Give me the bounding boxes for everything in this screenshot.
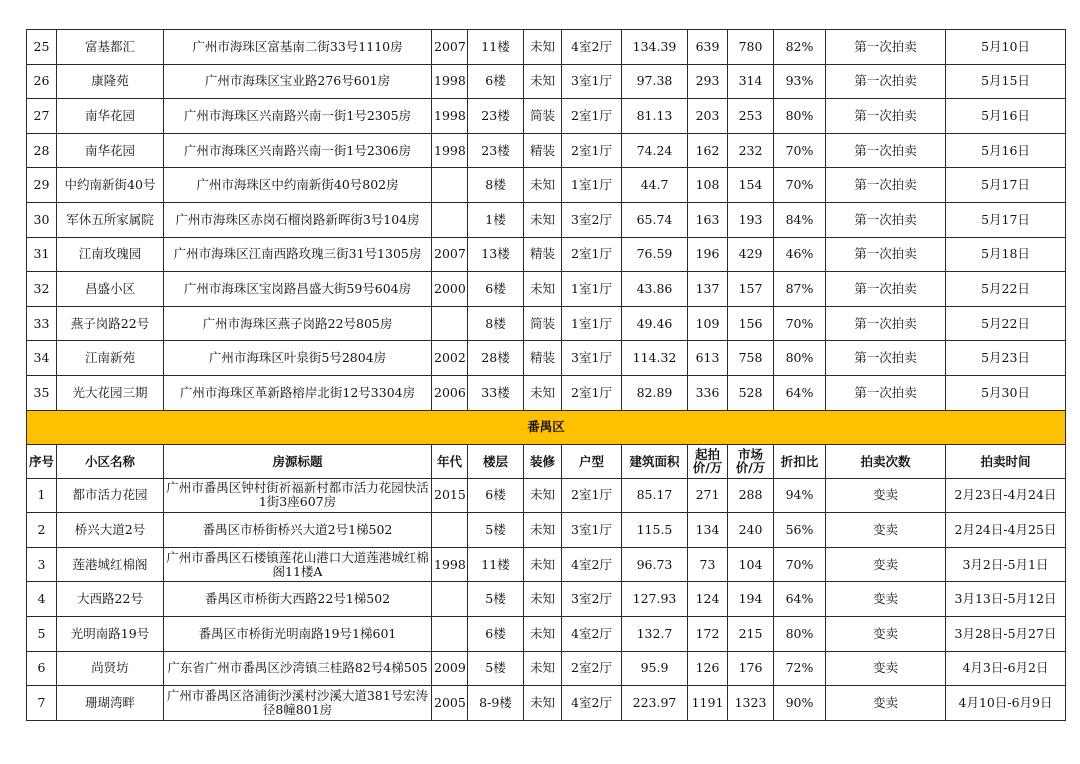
auction-round-cell: 第一次拍卖: [826, 306, 946, 341]
table-row: [27, 99, 1066, 134]
start-price-cell: 203: [688, 99, 728, 134]
community-cell: 昌盛小区: [57, 272, 164, 307]
start-price-cell: 134: [688, 513, 728, 548]
title-cell: 广州市海珠区中约南新街40号802房: [164, 168, 432, 203]
title-cell: 广州市海珠区革新路榕岸北街12号3304房: [164, 375, 432, 410]
discount-cell: 72%: [774, 651, 826, 686]
table-row: [27, 272, 1066, 307]
decoration-cell: 未知: [524, 202, 562, 237]
layout-cell: 4室2厅: [562, 547, 622, 582]
year-cell: 1998: [432, 64, 468, 99]
discount-cell: 82%: [774, 30, 826, 65]
table-row: [27, 513, 1066, 548]
table-row: [27, 30, 1066, 65]
discount-cell: 80%: [774, 99, 826, 134]
market-price-cell: 314: [728, 64, 774, 99]
start-price-cell: 196: [688, 237, 728, 272]
start-price-cell: 639: [688, 30, 728, 65]
layout-cell: 4室2厅: [562, 616, 622, 651]
community-cell: 江南玫瑰园: [57, 237, 164, 272]
title-cell: 广东省广州市番禺区沙湾镇三桂路82号4梯505: [164, 651, 432, 686]
community-cell: 光明南路19号: [57, 616, 164, 651]
start-price-cell: 124: [688, 582, 728, 617]
start-price-cell: 293: [688, 64, 728, 99]
floor-cell: 5楼: [468, 582, 524, 617]
table-row: [27, 202, 1066, 237]
column-header: 折扣比: [774, 444, 826, 478]
community-cell: 莲港城红棉阁: [57, 547, 164, 582]
seq-cell: 31: [27, 237, 57, 272]
start-price-cell: 108: [688, 168, 728, 203]
start-price-cell: 163: [688, 202, 728, 237]
start-price-cell: 1191: [688, 686, 728, 721]
floor-cell: 6楼: [468, 272, 524, 307]
section-header-panyu: [27, 410, 1066, 444]
layout-cell: 4室2厅: [562, 686, 622, 721]
area-cell: 132.7: [622, 616, 688, 651]
market-price-cell: 1323: [728, 686, 774, 721]
decoration-cell: 未知: [524, 168, 562, 203]
discount-cell: 70%: [774, 133, 826, 168]
discount-cell: 80%: [774, 616, 826, 651]
seq-cell: 30: [27, 202, 57, 237]
area-cell: 114.32: [622, 341, 688, 376]
community-cell: 珊瑚湾畔: [57, 686, 164, 721]
floor-cell: 6楼: [468, 616, 524, 651]
decoration-cell: 未知: [524, 651, 562, 686]
decoration-cell: 精装: [524, 237, 562, 272]
decoration-cell: 未知: [524, 375, 562, 410]
floor-cell: 6楼: [468, 64, 524, 99]
community-cell: 江南新苑: [57, 341, 164, 376]
community-cell: 南华花园: [57, 99, 164, 134]
table-row: [27, 686, 1066, 721]
seq-cell: 26: [27, 64, 57, 99]
start-price-cell: 126: [688, 651, 728, 686]
decoration-cell: 未知: [524, 547, 562, 582]
title-cell: 广州市海珠区燕子岗路22号805房: [164, 306, 432, 341]
area-cell: 43.86: [622, 272, 688, 307]
seq-cell: 2: [27, 513, 57, 548]
table-row: [27, 306, 1066, 341]
area-cell: 97.38: [622, 64, 688, 99]
title-cell: 广州市海珠区富基南二街33号1110房: [164, 30, 432, 65]
column-header: 装修: [524, 444, 562, 478]
auction-round-cell: 变卖: [826, 616, 946, 651]
column-headers: [27, 444, 1066, 478]
start-price-cell: 172: [688, 616, 728, 651]
layout-cell: 2室1厅: [562, 99, 622, 134]
area-cell: 85.17: [622, 478, 688, 513]
community-cell: 南华花园: [57, 133, 164, 168]
layout-cell: 1室1厅: [562, 306, 622, 341]
decoration-cell: 未知: [524, 30, 562, 65]
table-row: [27, 133, 1066, 168]
title-cell: 番禺区市桥街桥兴大道2号1梯502: [164, 513, 432, 548]
year-cell: 2009: [432, 651, 468, 686]
auction-date-cell: 5月17日: [946, 168, 1066, 203]
seq-cell: 4: [27, 582, 57, 617]
title-cell: 广州市番禺区钟村街祈福新村都市活力花园快活1街3座607房: [164, 478, 432, 513]
floor-cell: 8楼: [468, 168, 524, 203]
floor-cell: 23楼: [468, 99, 524, 134]
market-price-cell: 758: [728, 341, 774, 376]
floor-cell: 11楼: [468, 30, 524, 65]
decoration-cell: 精装: [524, 341, 562, 376]
auction-date-cell: 3月2日-5月1日: [946, 547, 1066, 582]
column-header: 房源标题: [164, 444, 432, 478]
auction-round-cell: 第一次拍卖: [826, 168, 946, 203]
area-cell: 82.89: [622, 375, 688, 410]
year-cell: 2015: [432, 478, 468, 513]
area-cell: 95.9: [622, 651, 688, 686]
auction-round-cell: 变卖: [826, 582, 946, 617]
market-price-cell: 215: [728, 616, 774, 651]
market-price-cell: 156: [728, 306, 774, 341]
panyu-rows: [27, 478, 1066, 720]
table-row: [27, 616, 1066, 651]
title-cell: 番禺区市桥街大西路22号1梯502: [164, 582, 432, 617]
auction-round-cell: 第一次拍卖: [826, 99, 946, 134]
auction-date-cell: 5月18日: [946, 237, 1066, 272]
layout-cell: 3室2厅: [562, 202, 622, 237]
title-cell: 广州市番禺区洛浦街沙溪村沙溪大道381号宏涛径8幢801房: [164, 686, 432, 721]
floor-cell: 8-9楼: [468, 686, 524, 721]
auction-date-cell: 5月10日: [946, 30, 1066, 65]
market-price-cell: 232: [728, 133, 774, 168]
discount-cell: 46%: [774, 237, 826, 272]
auction-date-cell: 4月10日-6月9日: [946, 686, 1066, 721]
layout-cell: 1室1厅: [562, 272, 622, 307]
year-cell: 2002: [432, 341, 468, 376]
auction-round-cell: 变卖: [826, 478, 946, 513]
seq-cell: 28: [27, 133, 57, 168]
seq-cell: 32: [27, 272, 57, 307]
start-price-cell: 109: [688, 306, 728, 341]
start-price-cell: 162: [688, 133, 728, 168]
title-cell: 番禺区市桥街光明南路19号1梯601: [164, 616, 432, 651]
column-header: 户型: [562, 444, 622, 478]
seq-cell: 35: [27, 375, 57, 410]
auction-round-cell: 变卖: [826, 686, 946, 721]
seq-cell: 3: [27, 547, 57, 582]
market-price-cell: 194: [728, 582, 774, 617]
layout-cell: 2室1厅: [562, 375, 622, 410]
title-cell: 广州市海珠区赤岗石榴岗路新晖街3号104房: [164, 202, 432, 237]
floor-cell: 6楼: [468, 478, 524, 513]
floor-cell: 28楼: [468, 341, 524, 376]
layout-cell: 3室2厅: [562, 582, 622, 617]
title-cell: 广州市海珠区宝业路276号601房: [164, 64, 432, 99]
auction-date-cell: 5月22日: [946, 272, 1066, 307]
table-row: [27, 547, 1066, 582]
auction-round-cell: 第一次拍卖: [826, 341, 946, 376]
year-cell: 2007: [432, 237, 468, 272]
start-price-cell: 73: [688, 547, 728, 582]
floor-cell: 1楼: [468, 202, 524, 237]
table-row: [27, 64, 1066, 99]
year-cell: 2005: [432, 686, 468, 721]
auction-round-cell: 变卖: [826, 651, 946, 686]
seq-cell: 29: [27, 168, 57, 203]
table-row: [27, 375, 1066, 410]
auction-round-cell: 第一次拍卖: [826, 237, 946, 272]
decoration-cell: 未知: [524, 64, 562, 99]
auction-date-cell: 3月13日-5月12日: [946, 582, 1066, 617]
discount-cell: 90%: [774, 686, 826, 721]
area-cell: 44.7: [622, 168, 688, 203]
decoration-cell: 未知: [524, 616, 562, 651]
title-cell: 广州市海珠区叶泉街5号2804房: [164, 341, 432, 376]
auction-round-cell: 变卖: [826, 513, 946, 548]
auction-date-cell: 4月3日-6月2日: [946, 651, 1066, 686]
layout-cell: 3室1厅: [562, 513, 622, 548]
table-row: [27, 168, 1066, 203]
area-cell: 65.74: [622, 202, 688, 237]
market-price-cell: 154: [728, 168, 774, 203]
auction-round-cell: 变卖: [826, 547, 946, 582]
seq-cell: 25: [27, 30, 57, 65]
decoration-cell: 未知: [524, 686, 562, 721]
community-cell: 都市活力花园: [57, 478, 164, 513]
decoration-cell: 简装: [524, 99, 562, 134]
table-row: [27, 237, 1066, 272]
market-price-cell: 104: [728, 547, 774, 582]
layout-cell: 3室1厅: [562, 341, 622, 376]
floor-cell: 33楼: [468, 375, 524, 410]
decoration-cell: 未知: [524, 478, 562, 513]
year-cell: 2006: [432, 375, 468, 410]
auction-date-cell: 5月17日: [946, 202, 1066, 237]
column-header: 拍卖时间: [946, 444, 1066, 478]
market-price-cell: 253: [728, 99, 774, 134]
community-cell: 康隆苑: [57, 64, 164, 99]
auction-round-cell: 第一次拍卖: [826, 375, 946, 410]
decoration-cell: 精装: [524, 133, 562, 168]
layout-cell: 3室1厅: [562, 64, 622, 99]
decoration-cell: 未知: [524, 582, 562, 617]
area-cell: 96.73: [622, 547, 688, 582]
market-price-cell: 157: [728, 272, 774, 307]
auction-date-cell: 5月15日: [946, 64, 1066, 99]
auction-date-cell: 5月22日: [946, 306, 1066, 341]
market-price-cell: 528: [728, 375, 774, 410]
area-cell: 223.97: [622, 686, 688, 721]
auction-round-cell: 第一次拍卖: [826, 64, 946, 99]
community-cell: 桥兴大道2号: [57, 513, 164, 548]
column-header: 年代: [432, 444, 468, 478]
floor-cell: 5楼: [468, 513, 524, 548]
area-cell: 115.5: [622, 513, 688, 548]
community-cell: 富基都汇: [57, 30, 164, 65]
year-cell: 1998: [432, 547, 468, 582]
start-price-cell: 613: [688, 341, 728, 376]
auction-date-cell: 3月28日-5月27日: [946, 616, 1066, 651]
start-price-cell: 271: [688, 478, 728, 513]
column-header: 拍卖次数: [826, 444, 946, 478]
layout-cell: 4室2厅: [562, 30, 622, 65]
floor-cell: 23楼: [468, 133, 524, 168]
community-cell: 大西路22号: [57, 582, 164, 617]
auction-round-cell: 第一次拍卖: [826, 133, 946, 168]
seq-cell: 6: [27, 651, 57, 686]
decoration-cell: 简装: [524, 306, 562, 341]
seq-cell: 33: [27, 306, 57, 341]
decoration-cell: 未知: [524, 272, 562, 307]
market-price-cell: 780: [728, 30, 774, 65]
column-header: 小区名称: [57, 444, 164, 478]
seq-cell: 34: [27, 341, 57, 376]
year-cell: 1998: [432, 99, 468, 134]
column-header: 楼层: [468, 444, 524, 478]
seq-cell: 27: [27, 99, 57, 134]
discount-cell: 93%: [774, 64, 826, 99]
table-row: [27, 478, 1066, 513]
floor-cell: 13楼: [468, 237, 524, 272]
discount-cell: 70%: [774, 547, 826, 582]
auction-table-sheet: [26, 29, 1066, 721]
year-cell: [432, 513, 468, 548]
year-cell: [432, 168, 468, 203]
year-cell: [432, 582, 468, 617]
area-cell: 49.46: [622, 306, 688, 341]
auction-date-cell: 5月23日: [946, 341, 1066, 376]
area-cell: 74.24: [622, 133, 688, 168]
column-header: 市场价/万: [728, 444, 774, 478]
table-row: [27, 651, 1066, 686]
discount-cell: 70%: [774, 306, 826, 341]
community-cell: 光大花园三期: [57, 375, 164, 410]
discount-cell: 64%: [774, 375, 826, 410]
layout-cell: 2室1厅: [562, 133, 622, 168]
start-price-cell: 137: [688, 272, 728, 307]
community-cell: 中约南新街40号: [57, 168, 164, 203]
discount-cell: 84%: [774, 202, 826, 237]
year-cell: 1998: [432, 133, 468, 168]
community-cell: 尚贤坊: [57, 651, 164, 686]
layout-cell: 1室1厅: [562, 168, 622, 203]
auction-table: [26, 29, 1066, 721]
auction-round-cell: 第一次拍卖: [826, 30, 946, 65]
title-cell: 广州市海珠区兴南路兴南一街1号2305房: [164, 99, 432, 134]
year-cell: [432, 306, 468, 341]
title-cell: 广州市海珠区兴南路兴南一街1号2306房: [164, 133, 432, 168]
discount-cell: 94%: [774, 478, 826, 513]
floor-cell: 11楼: [468, 547, 524, 582]
auction-date-cell: 5月16日: [946, 99, 1066, 134]
discount-cell: 64%: [774, 582, 826, 617]
auction-date-cell: 5月16日: [946, 133, 1066, 168]
auction-round-cell: 第一次拍卖: [826, 202, 946, 237]
column-header: 建筑面积: [622, 444, 688, 478]
decoration-cell: 未知: [524, 513, 562, 548]
table-row: [27, 341, 1066, 376]
discount-cell: 87%: [774, 272, 826, 307]
market-price-cell: 176: [728, 651, 774, 686]
auction-round-cell: 第一次拍卖: [826, 272, 946, 307]
market-price-cell: 429: [728, 237, 774, 272]
year-cell: 2007: [432, 30, 468, 65]
title-cell: 广州市海珠区宝岗路昌盛大街59号604房: [164, 272, 432, 307]
layout-cell: 2室1厅: [562, 478, 622, 513]
auction-date-cell: 2月23日-4月24日: [946, 478, 1066, 513]
column-header: 起拍价/万: [688, 444, 728, 478]
discount-cell: 80%: [774, 341, 826, 376]
start-price-cell: 336: [688, 375, 728, 410]
auction-date-cell: 5月30日: [946, 375, 1066, 410]
haizhu-rows: [27, 30, 1066, 411]
discount-cell: 56%: [774, 513, 826, 548]
layout-cell: 2室2厅: [562, 651, 622, 686]
area-cell: 127.93: [622, 582, 688, 617]
community-cell: 燕子岗路22号: [57, 306, 164, 341]
layout-cell: 2室1厅: [562, 237, 622, 272]
market-price-cell: 288: [728, 478, 774, 513]
auction-date-cell: 2月24日-4月25日: [946, 513, 1066, 548]
market-price-cell: 193: [728, 202, 774, 237]
section-title: 番禺区: [27, 410, 1066, 444]
header-row: [27, 444, 1066, 478]
table-row: [27, 582, 1066, 617]
floor-cell: 5楼: [468, 651, 524, 686]
year-cell: [432, 202, 468, 237]
year-cell: [432, 616, 468, 651]
floor-cell: 8楼: [468, 306, 524, 341]
seq-cell: 7: [27, 686, 57, 721]
market-price-cell: 240: [728, 513, 774, 548]
community-cell: 军休五所家属院: [57, 202, 164, 237]
area-cell: 134.39: [622, 30, 688, 65]
year-cell: 2000: [432, 272, 468, 307]
seq-cell: 1: [27, 478, 57, 513]
title-cell: 广州市海珠区江南西路玫瑰三街31号1305房: [164, 237, 432, 272]
seq-cell: 5: [27, 616, 57, 651]
area-cell: 81.13: [622, 99, 688, 134]
title-cell: 广州市番禺区石楼镇莲花山港口大道莲港城红棉阁11楼A: [164, 547, 432, 582]
discount-cell: 70%: [774, 168, 826, 203]
area-cell: 76.59: [622, 237, 688, 272]
column-header: 序号: [27, 444, 57, 478]
